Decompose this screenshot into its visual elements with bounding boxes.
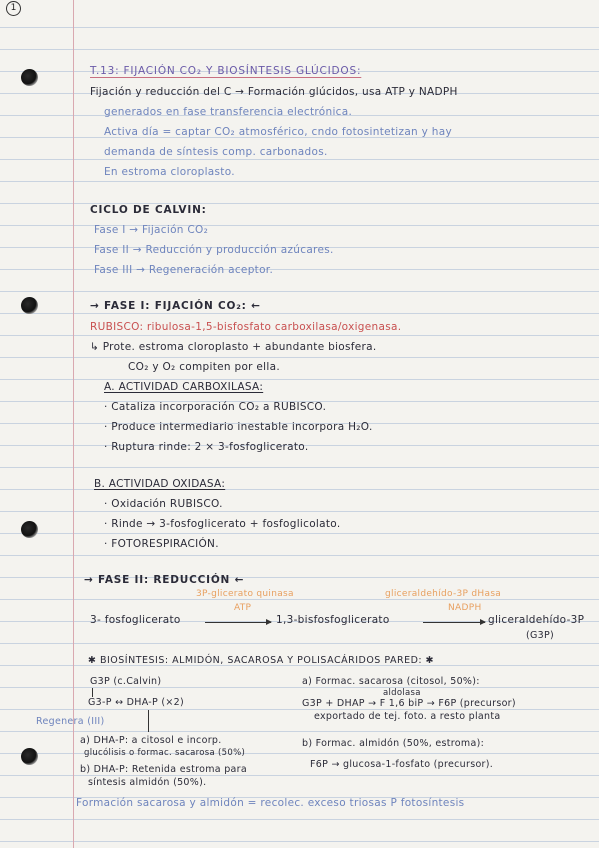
carboxilasa-item: · Produce intermediario inestable incorpora H₂O.	[104, 421, 373, 433]
calvin-phase: Fase II → Reducción y producción azúcares.	[94, 244, 334, 256]
rubisco-note: ↳ Prote. estroma cloroplasto + abundante biosfera.	[90, 341, 377, 353]
binder-hole	[21, 748, 38, 765]
oxidasa-item: · Rinde → 3-fosfoglicerato + fosfoglicolato.	[104, 518, 341, 530]
intro-line: Fijación y reducción del C → Formación glúcidos, usa ATP y NADPH	[90, 86, 458, 98]
metabolite: 1,3-bisfosfoglicerato	[276, 614, 390, 626]
fase2-heading: → FASE II: REDUCCIÓN ←	[84, 574, 245, 586]
carboxilasa-heading: A. ACTIVIDAD CARBOXILASA:	[104, 381, 264, 393]
sacarosa-reaction: G3P + DHAP → F 1,6 biP → F6P (precursor)	[302, 698, 516, 709]
metabolite: 3- fosfoglicerato	[90, 614, 181, 626]
oxidasa-heading: B. ACTIVIDAD OXIDASA:	[94, 478, 226, 490]
intro-line: En estroma cloroplasto.	[104, 166, 235, 178]
oxidasa-item: · Oxidación RUBISCO.	[104, 498, 223, 510]
rubisco-note: CO₂ y O₂ compiten por ella.	[128, 361, 280, 373]
page-number: 1	[6, 1, 21, 16]
almidon-heading: b) Formac. almidón (50%, estroma):	[302, 738, 485, 749]
almidon-reaction: F6P → glucosa-1-fosfato (precursor).	[310, 759, 494, 770]
binder-hole	[21, 69, 38, 86]
enzyme-label: 3P-glicerato quinasa	[196, 589, 294, 599]
binder-hole	[21, 297, 38, 314]
binder-hole	[21, 521, 38, 538]
dha-branch-a: a) DHA-P: a citosol e incorp.	[80, 735, 222, 746]
flow-line	[148, 710, 149, 732]
g3p-source: G3P (c.Calvin)	[90, 676, 162, 687]
summary-line: Formación sacarosa y almidón = recolec. exceso triosas P fotosíntesis	[76, 797, 465, 809]
sacarosa-heading: a) Formac. sacarosa (citosol, 50%):	[302, 676, 480, 687]
reaction-arrow	[205, 622, 271, 623]
reaction-arrow	[423, 622, 485, 623]
enzyme-label: gliceraldehído-3P dHasa	[385, 589, 502, 599]
dha-branch-b: b) DHA-P: Retenida estroma para	[80, 764, 248, 775]
intro-line: generados en fase transferencia electrónica.	[104, 106, 353, 118]
calvin-phase: Fase III → Regeneración aceptor.	[94, 264, 274, 276]
carboxilasa-item: · Cataliza incorporación CO₂ a RUBISCO.	[104, 401, 327, 413]
intro-line: Activa día = captar CO₂ atmosférico, cndo fotosintetizan y hay	[104, 126, 453, 138]
cofactor-label: NADPH	[448, 603, 482, 613]
oxidasa-item: · FOTORESPIRACIÓN.	[104, 538, 219, 550]
page-title: T.13: FIJACIÓN CO₂ Y BIOSÍNTESIS GLÚCIDOS:	[90, 65, 362, 77]
dha-branch-b: síntesis almidón (50%).	[88, 777, 207, 788]
g3p-equilibrium: G3-P ↔ DHA-P (×2)	[88, 697, 185, 708]
flow-line	[92, 688, 93, 697]
dha-branch-a: glucólisis o formac. sacarosa (50%)	[84, 748, 246, 758]
intro-line: demanda de síntesis comp. carbonados.	[104, 146, 328, 158]
fase1-heading: → FASE I: FIJACIÓN CO₂: ←	[90, 300, 261, 312]
metabolite: gliceraldehído-3P	[488, 614, 585, 626]
metabolite-abbrev: (G3P)	[526, 630, 555, 641]
sacarosa-reaction: exportado de tej. foto. a resto planta	[314, 711, 501, 722]
calvin-phase: Fase I → Fijación CO₂	[94, 224, 209, 236]
calvin-heading: CICLO DE CALVIN:	[90, 204, 207, 216]
cofactor-label: ATP	[234, 603, 252, 613]
carboxilasa-item: · Ruptura rinde: 2 × 3-fosfoglicerato.	[104, 441, 309, 453]
biosintesis-heading: ✱ BIOSÍNTESIS: ALMIDÓN, SACAROSA Y POLISACÁRIDOS PARED: ✱	[88, 655, 435, 666]
regenera-label: Regenera (III)	[36, 716, 105, 727]
rubisco-definition: RUBISCO: ribulosa-1,5-bisfosfato carboxilasa/oxigenasa.	[90, 321, 402, 333]
aldolasa-label: aldolasa	[383, 688, 421, 698]
